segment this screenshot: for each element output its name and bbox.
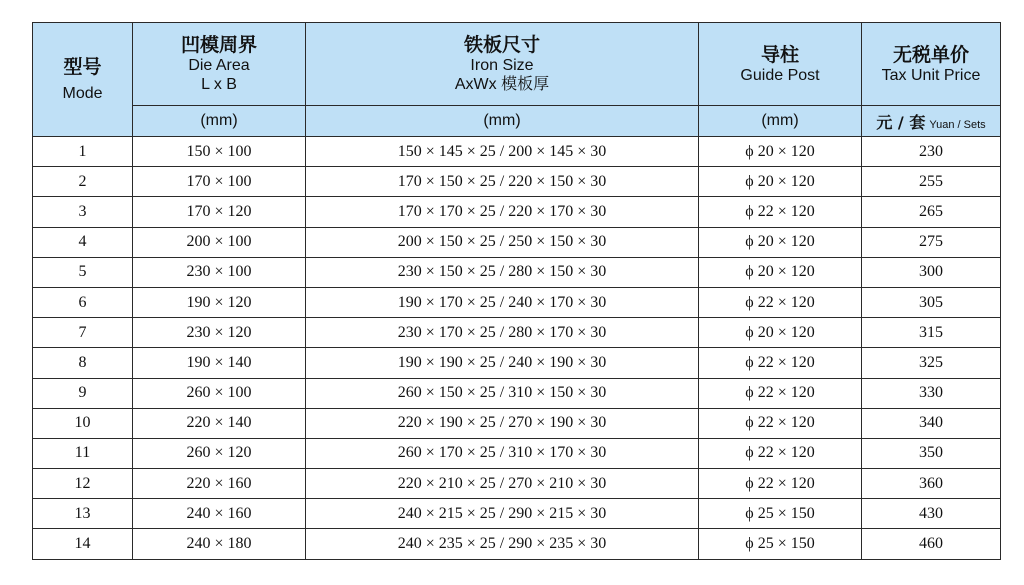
cell-price: 340 xyxy=(862,408,1001,438)
unit-die-area-text: (mm) xyxy=(200,112,238,129)
cell-die-area: 170 × 100 xyxy=(133,167,306,197)
table-row xyxy=(33,408,1001,438)
price-table-container xyxy=(32,22,1000,560)
table-row xyxy=(33,378,1001,408)
cell-iron-size: 190 × 190 × 25 / 240 × 190 × 30 xyxy=(306,348,699,378)
cell-mode: 13 xyxy=(33,499,133,529)
header-mode-en: Mode xyxy=(62,85,103,102)
cell-price: 255 xyxy=(862,167,1001,197)
cell-die-area: 190 × 140 xyxy=(133,348,306,378)
header-row-units xyxy=(33,106,1001,137)
unit-iron-size xyxy=(306,106,699,137)
cell-guide-post: ϕ 22 × 120 xyxy=(699,287,862,317)
cell-die-area: 170 × 120 xyxy=(133,197,306,227)
table-row xyxy=(33,529,1001,559)
header-die-area-zh: 凹模周界 xyxy=(180,34,257,56)
table-row xyxy=(33,167,1001,197)
cell-iron-size: 190 × 170 × 25 / 240 × 170 × 30 xyxy=(306,287,699,317)
cell-price: 430 xyxy=(862,499,1001,529)
table-row xyxy=(33,287,1001,317)
cell-price: 330 xyxy=(862,378,1001,408)
cell-guide-post: ϕ 22 × 120 xyxy=(699,197,862,227)
header-mode xyxy=(33,23,133,137)
cell-iron-size: 150 × 145 × 25 / 200 × 145 × 30 xyxy=(306,137,699,167)
header-iron-size-dims: AxWx 模板厚 xyxy=(454,76,550,93)
table-row xyxy=(33,348,1001,378)
cell-mode: 1 xyxy=(33,137,133,167)
cell-price: 360 xyxy=(862,469,1001,499)
table-row xyxy=(33,469,1001,499)
cell-guide-post: ϕ 22 × 120 xyxy=(699,348,862,378)
header-row-titles xyxy=(33,23,1001,106)
cell-mode: 12 xyxy=(33,469,133,499)
cell-iron-size: 200 × 150 × 25 / 250 × 150 × 30 xyxy=(306,227,699,257)
cell-iron-size: 230 × 150 × 25 / 280 × 150 × 30 xyxy=(306,257,699,287)
cell-mode: 2 xyxy=(33,167,133,197)
header-die-area-en: Die Area xyxy=(188,57,250,74)
cell-die-area: 150 × 100 xyxy=(133,137,306,167)
cell-die-area: 190 × 120 xyxy=(133,287,306,317)
header-price-zh: 无税单价 xyxy=(892,43,969,66)
cell-die-area: 230 × 100 xyxy=(133,257,306,287)
table-row xyxy=(33,499,1001,529)
table-row xyxy=(33,137,1001,167)
cell-iron-size: 170 × 170 × 25 / 220 × 170 × 30 xyxy=(306,197,699,227)
cell-mode: 3 xyxy=(33,197,133,227)
table-row xyxy=(33,197,1001,227)
cell-die-area: 220 × 140 xyxy=(133,408,306,438)
cell-die-area: 260 × 120 xyxy=(133,438,306,468)
cell-price: 265 xyxy=(862,197,1001,227)
unit-iron-size-text: (mm) xyxy=(483,112,521,129)
unit-price xyxy=(862,106,1001,137)
cell-mode: 5 xyxy=(33,257,133,287)
cell-die-area: 260 × 100 xyxy=(133,378,306,408)
cell-guide-post: ϕ 22 × 120 xyxy=(699,438,862,468)
cell-price: 315 xyxy=(862,318,1001,348)
cell-die-area: 230 × 120 xyxy=(133,318,306,348)
cell-guide-post: ϕ 20 × 120 xyxy=(699,257,862,287)
cell-iron-size: 220 × 210 × 25 / 270 × 210 × 30 xyxy=(306,469,699,499)
cell-guide-post: ϕ 25 × 150 xyxy=(699,499,862,529)
price-table xyxy=(32,22,1001,560)
table-header xyxy=(33,23,1001,137)
cell-die-area: 220 × 160 xyxy=(133,469,306,499)
table-row xyxy=(33,257,1001,287)
cell-iron-size: 220 × 190 × 25 / 270 × 190 × 30 xyxy=(306,408,699,438)
cell-price: 300 xyxy=(862,257,1001,287)
cell-iron-size: 240 × 235 × 25 / 290 × 235 × 30 xyxy=(306,529,699,559)
header-guide-post-en: Guide Post xyxy=(740,66,820,84)
unit-price-en: Yuan / Sets xyxy=(929,118,986,131)
unit-guide-post xyxy=(699,106,862,137)
cell-die-area: 240 × 180 xyxy=(133,529,306,559)
unit-die-area xyxy=(133,106,306,137)
cell-mode: 10 xyxy=(33,408,133,438)
header-mode-zh: 型号 xyxy=(63,56,102,78)
cell-price: 350 xyxy=(862,438,1001,468)
cell-mode: 8 xyxy=(33,348,133,378)
header-price xyxy=(862,23,1001,106)
table-row xyxy=(33,318,1001,348)
cell-price: 325 xyxy=(862,348,1001,378)
header-price-en: Tax Unit Price xyxy=(881,66,981,84)
table-body xyxy=(33,137,1001,560)
cell-guide-post: ϕ 22 × 120 xyxy=(699,408,862,438)
cell-guide-post: ϕ 20 × 120 xyxy=(699,227,862,257)
cell-die-area: 200 × 100 xyxy=(133,227,306,257)
cell-die-area: 240 × 160 xyxy=(133,499,306,529)
header-die-area-dims: L x B xyxy=(201,76,237,93)
cell-guide-post: ϕ 22 × 120 xyxy=(699,378,862,408)
table-row xyxy=(33,438,1001,468)
cell-iron-size: 240 × 215 × 25 / 290 × 215 × 30 xyxy=(306,499,699,529)
cell-guide-post: ϕ 20 × 120 xyxy=(699,137,862,167)
cell-mode: 9 xyxy=(33,378,133,408)
header-guide-post xyxy=(699,23,862,106)
cell-mode: 4 xyxy=(33,227,133,257)
header-die-area xyxy=(133,23,306,106)
header-iron-size-en: Iron Size xyxy=(470,57,534,74)
cell-iron-size: 170 × 150 × 25 / 220 × 150 × 30 xyxy=(306,167,699,197)
cell-mode: 6 xyxy=(33,287,133,317)
cell-guide-post: ϕ 20 × 120 xyxy=(699,167,862,197)
cell-iron-size: 260 × 170 × 25 / 310 × 170 × 30 xyxy=(306,438,699,468)
cell-iron-size: 230 × 170 × 25 / 280 × 170 × 30 xyxy=(306,318,699,348)
unit-guide-post-text: (mm) xyxy=(761,112,799,129)
cell-price: 275 xyxy=(862,227,1001,257)
cell-price: 305 xyxy=(862,287,1001,317)
cell-price: 460 xyxy=(862,529,1001,559)
cell-iron-size: 260 × 150 × 25 / 310 × 150 × 30 xyxy=(306,378,699,408)
cell-guide-post: ϕ 25 × 150 xyxy=(699,529,862,559)
cell-guide-post: ϕ 20 × 120 xyxy=(699,318,862,348)
table-row xyxy=(33,227,1001,257)
cell-guide-post: ϕ 22 × 120 xyxy=(699,469,862,499)
header-iron-size xyxy=(306,23,699,106)
cell-mode: 7 xyxy=(33,318,133,348)
cell-price: 230 xyxy=(862,137,1001,167)
cell-mode: 11 xyxy=(33,438,133,468)
header-guide-post-zh: 导柱 xyxy=(760,43,799,66)
cell-mode: 14 xyxy=(33,529,133,559)
header-iron-size-zh: 铁板尺寸 xyxy=(463,34,540,56)
unit-price-zh: 元 / 套 xyxy=(876,112,926,132)
